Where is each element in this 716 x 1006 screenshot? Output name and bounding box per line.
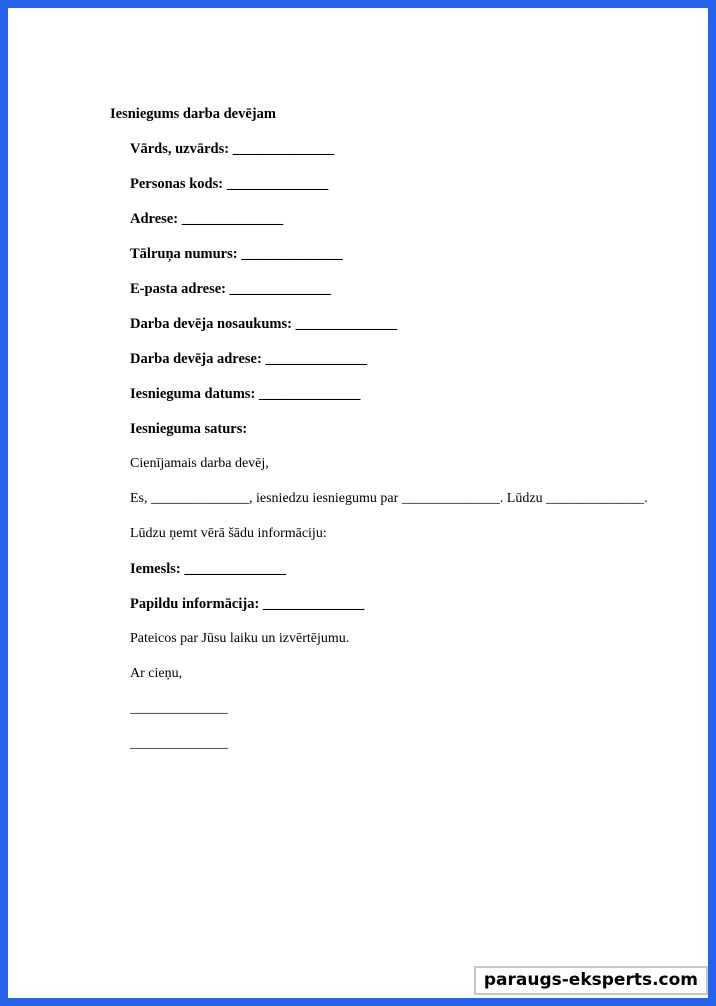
field-label: Papildu informācija: (130, 596, 260, 612)
field-label: Darba devēja nosaukums: (130, 316, 292, 332)
field-row-name (130, 141, 708, 157)
field-blank: ______________ (229, 281, 332, 297)
body-text: . (644, 491, 648, 506)
field-row-employer-name (130, 316, 708, 332)
field-blank: ______________ (258, 386, 361, 402)
inline-blank: ______________ (151, 491, 249, 506)
field-blank: ______________ (241, 246, 343, 262)
field-blank: ______________ (262, 596, 365, 612)
field-blank: ______________ (181, 211, 284, 227)
field-row-address (130, 211, 708, 227)
body-text: Es, (130, 491, 151, 506)
field-row-additional-info (130, 596, 708, 612)
field-label: Adrese: (130, 211, 179, 227)
field-label: Personas kods: (130, 176, 224, 192)
closing-salutation: Ar cieņu, (130, 666, 183, 681)
body-text: . Lūdzu (499, 491, 547, 506)
field-blank: ______________ (295, 316, 398, 332)
body-sentence (130, 491, 708, 507)
field-label: Tālruņa numurs: (130, 246, 238, 262)
signature-line: ______________ (130, 701, 228, 716)
field-row-phone (130, 246, 708, 262)
inline-blank: ______________ (401, 491, 500, 506)
body-text: , iesniedzu iesniegumu par (249, 491, 402, 506)
watermark-badge: paraugs-eksperts.com (474, 966, 708, 995)
field-label: Iesnieguma datums: (130, 386, 256, 402)
field-blank: ______________ (265, 351, 367, 367)
field-row-employer-address (130, 351, 708, 367)
field-row-personal-code (130, 176, 708, 192)
field-row-reason (130, 561, 708, 577)
document-title: Iesniegums darba devējam (110, 106, 276, 122)
signature-line: ______________ (130, 736, 228, 751)
inline-blank: ______________ (546, 491, 645, 506)
salutation: Cienījamais darba devēj, (130, 456, 269, 471)
field-label: Iemesls: (130, 561, 181, 577)
field-blank: ______________ (232, 141, 335, 157)
field-row-application-date (130, 386, 708, 402)
section-heading: Iesnieguma saturs: (130, 421, 248, 437)
field-label: E-pasta adrese: (130, 281, 226, 297)
field-blank: ______________ (226, 176, 329, 192)
note-line: Lūdzu ņemt vērā šādu informāciju: (130, 526, 327, 541)
field-row-email (130, 281, 708, 297)
field-label: Vārds, uzvārds: (130, 141, 230, 157)
field-label: Darba devēja adrese: (130, 351, 262, 367)
field-blank: ______________ (184, 561, 286, 577)
closing-thanks: Pateicos par Jūsu laiku un izvērtējumu. (130, 631, 350, 646)
